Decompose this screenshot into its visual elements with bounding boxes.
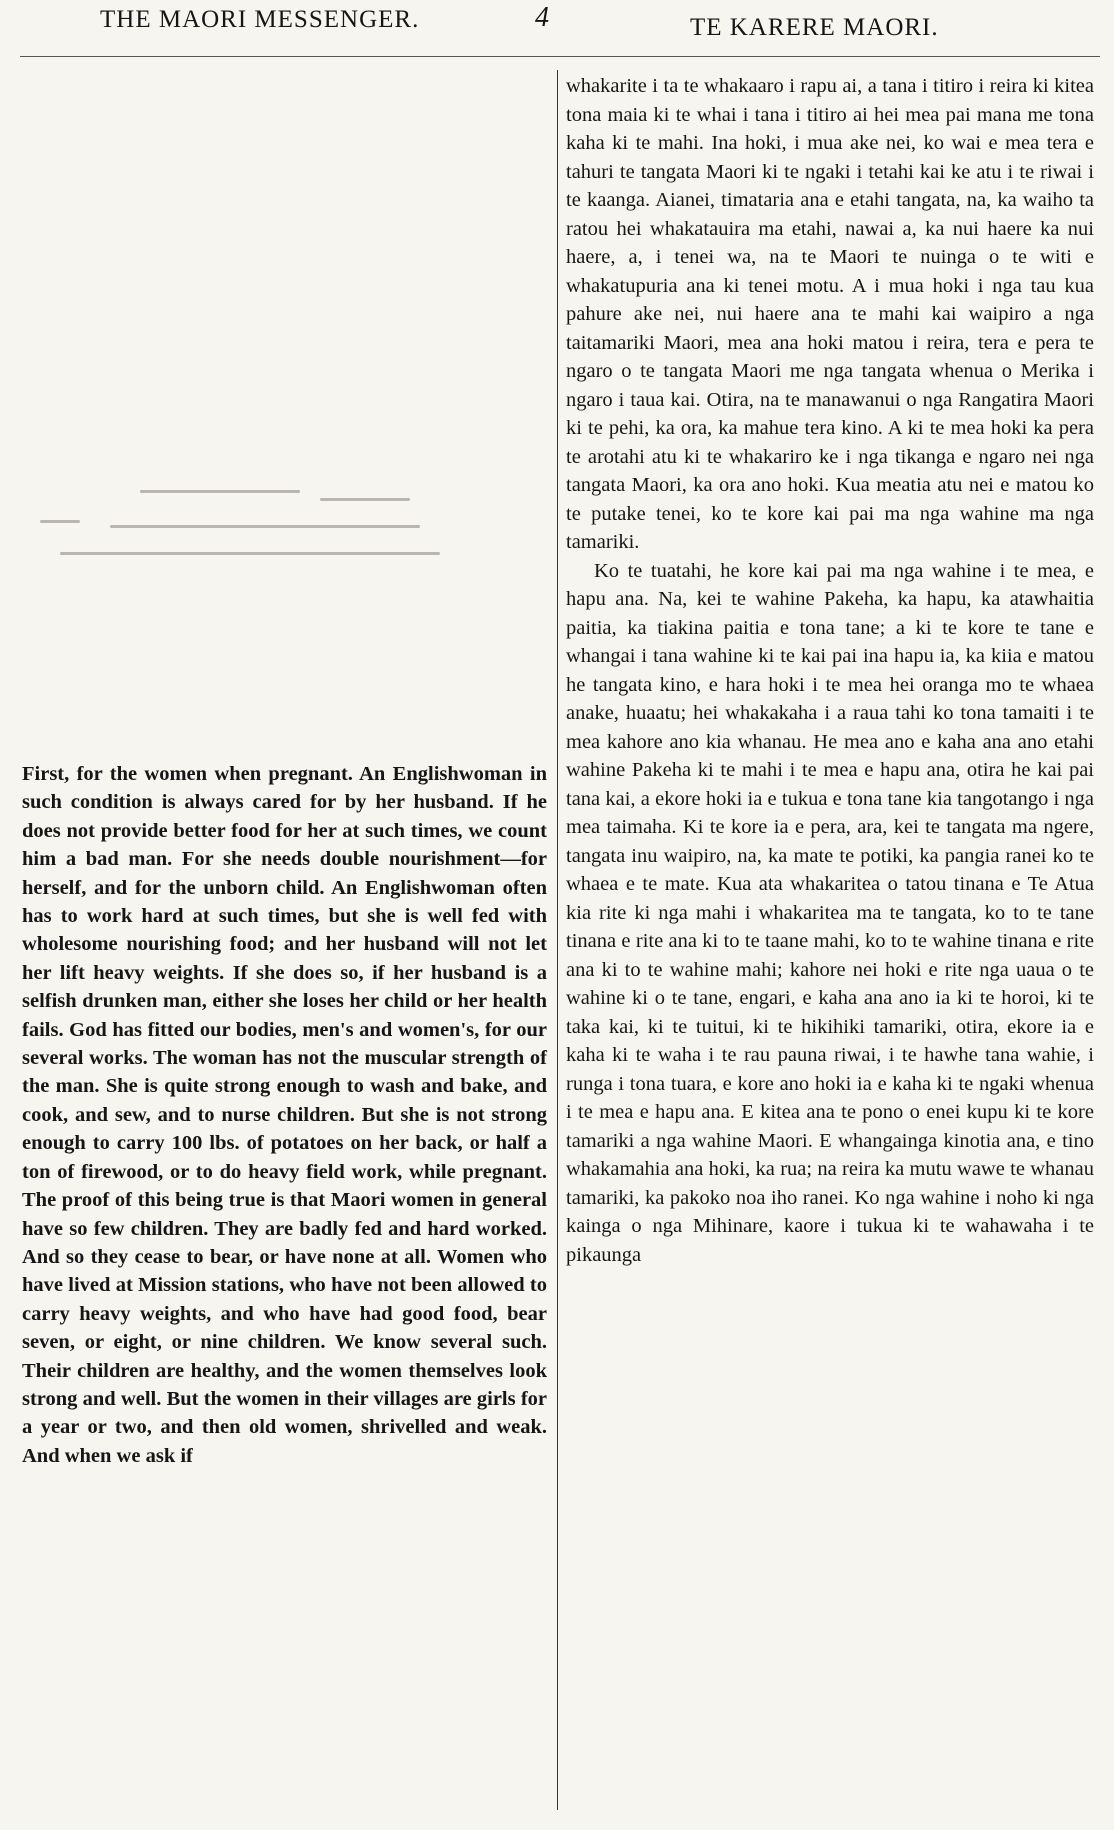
maori-paragraph-1: whakarite i ta te whakaaro i rapu ai, a tana i titiro i reira ki kitea tona maia ki te whai i tana i titiro ai hei mea pai mana me tona kaha ki te mahi. Ina hoki, i mua ake nei, ko wai e mea tera e tahuri te tangata Maori ki te ngaki i tetahi kai ke atu i te riwai i te kaanga. Aianei, timataria ana e etahi tangata, na, ka waiho ta ratou hei whakatauira ma etahi, nawai a, ka nui haere ka nui haere, a, i tenei wa, na te Maori te nuinga o te witi e whakatupuria ana ki tenei motu. A i mua hoki i nga tau kua pahure ake nei, nui haere ana te mahi kai waipiro a nga taitamariki Maori, mea ana hoki matou i reira, tera e pera te ngaro o te tangata Maori me nga tangata whenua o Merika i ngaro i taua kai. Otira, na te manawanui o nga Rangatira Maori ki te pehi, ka ora, ka mahue tera kino. A ki te mea hoki ka pera te arotahi atu ki te whakariro ke i nga tikanga e ngaro nei nga tangata Maori, ka ora ano hoki. Kua meatia atu nei e matou ko te putake tenei, ko te kore kai pai ma nga wahine ma nga tamariki. (566, 75, 1094, 553)
faded-print-area (20, 70, 545, 750)
masthead (0, 0, 1114, 58)
maori-paragraph-2: Ko te tuatahi, he kore kai pai ma nga wahine i te mea, e hapu ana. Na, kei te wahine Pakeha, ka hapu, ka atawhaitia paitia, ka tiakina paitia e tona tane; a ki te kore te tane e whangai i tana wahine ki te kai pai ina hapu ia, ka kiia e matou he tangata kino, e hara hoki i te mea hei oranga mo te whaea anake, huaatu; hei whakakaha i a raua tahi ko tona tamaiti i te mea kahore ano kia whanau. He mea ano e kaha ana ano etahi wahine Pakeha ki te mahi i te mea e hapu ana, otira he kai pai tana kai, a ekore hoki ia e tukua e tona tane kia tangotango i nga mea taimaha. Ki te kore ia e pera, ara, kei te tangata ma ngere, tangata inu waipiro, na, ka mate te potiki, ka pangia ranei ko te whaea e te mate. Kua ata whakaritea o tatou tinana e Te Atua kia rite ki nga mahi i whakaritea ma te tangata, ko to te tane tinana e rite ana ki to te taane mahi, ko to te wahine tinana e rite ana ki to te wahine mahi; kahore nei hoki e rite nga uaua o te wahine ki o te tane, engari, e kaha ana ano ia ki te horoi, ki te taka kai, ki te tuitui, ki te hikihiki tamariki, otira, ekore ia e kaha ki te waha i te rau pauna riwai, i te hawhe tana wahie, i runga i tona tuara, e kore ano hoki ia e kaha ki te ngaki whenua i te mea e hapu ana. E kitea ana te pono o enei kupu ki te kore tamariki a nga wahine Maori. E whangainga kinotia ana, e tino whakamahia ana hoki, ka rua; na reira ka mutu wawe te whanau tamariki, ka pakoko noa iho ranei. Ko nga wahine i noho ki nga kainga o nga Mihinare, kaore i tukua ki te wahawaha i te pikaunga (566, 559, 1094, 1266)
left-column-english (22, 760, 547, 1470)
english-paragraph: First, for the women when pregnant. An Englishwoman in such condition is always cared for by her husband. If he does not provide better food for her at such times, we count him a bad man. For she needs double nourishment—for herself, and for the unborn child. An Englishwoman often has to work hard at such times, but she is well fed with wholesome nourishing food; and her husband will not let her lift heavy weights. If she does so, if her husband is a selfish drunken man, either she loses her child or her health fails. God has fitted our bodies, men's and women's, for our several works. The woman has not the muscular strength of the man. She is quite strong enough to wash and bake, and cook, and sew, and to nurse children. But she is not strong enough to carry 100 lbs. of potatoes on her back, or half a ton of firewood, or to do heavy field work, while pregnant. The proof of this being true is that Maori women in general have so few children. They are badly fed and hard worked. And so they cease to bear, or have none at all. Women who have lived at Mission stations, who have not been allowed to carry heavy weights, and who have had good food, bear seven, or eight, or nine children. We know several such. Their children are healthy, and the women themselves look strong and well. But the women in their villages are girls for a year or two, and then old women, shrivelled and weak. And when we ask if (22, 763, 547, 1467)
header-rule (20, 56, 1100, 57)
right-column-maori (566, 72, 1094, 1269)
maori-title: TE KARERE MAORI. (690, 14, 939, 41)
column-divider (557, 70, 558, 1810)
page-number: 4 (535, 2, 549, 33)
english-title: THE MAORI MESSENGER. (100, 6, 420, 33)
